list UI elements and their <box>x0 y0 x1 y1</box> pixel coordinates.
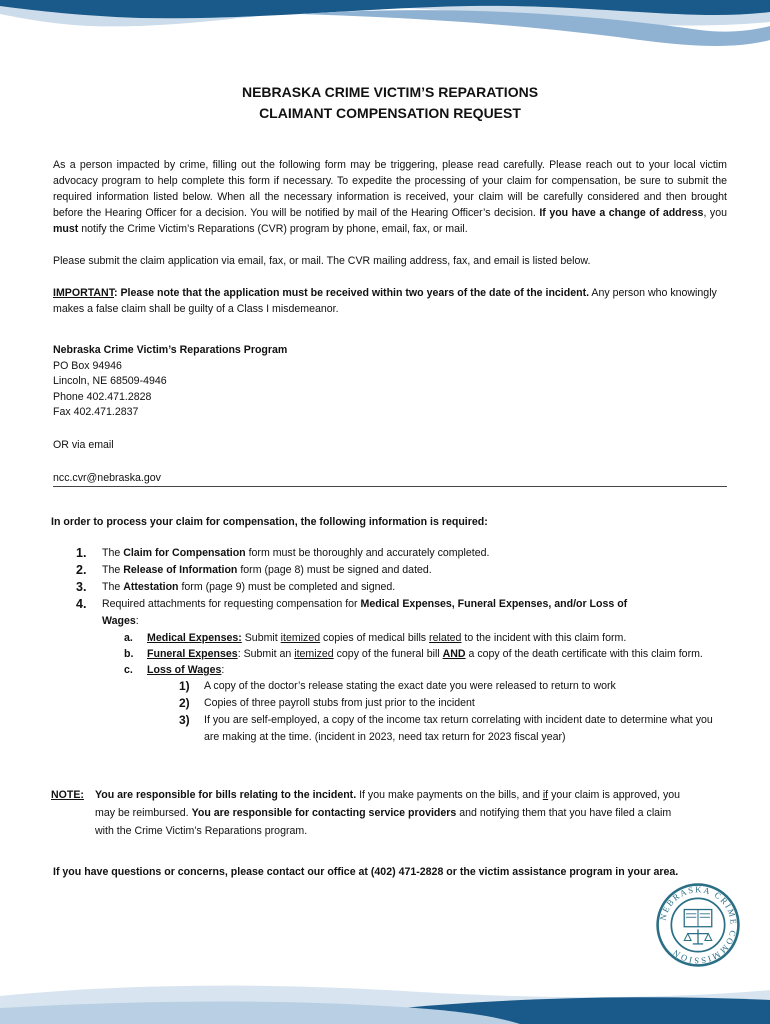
sub-underline: itemized <box>294 648 334 660</box>
note-text: and notifying them that you have filed a claim with the Crime Victim’s Reparations program. <box>95 807 672 837</box>
important-bold-text: Please note that the application must be received within two years of the date of the incident. <box>117 287 590 299</box>
note-bold: You are responsible for bills relating to the incident. <box>95 789 357 801</box>
item-text: The <box>102 547 124 559</box>
requirement-item-4 <box>76 596 716 630</box>
footer-wave-graphic <box>0 964 770 1024</box>
sub-text: to the incident with this claim form. <box>461 632 627 644</box>
wage-text: Copies of three payroll stubs from just prior to the incident <box>204 697 475 709</box>
wage-doc-1 <box>179 678 716 695</box>
sub-label: Funeral Expenses <box>147 648 238 660</box>
questions-contact: If you have questions or concerns, please contact our office at (402) 471-2828 or the victim assistance program in your area. <box>53 866 679 878</box>
po-box: PO Box 94946 <box>53 359 122 372</box>
sub-letter: a. <box>124 632 133 644</box>
item-text: form must be thoroughly and accurately completed. <box>245 547 490 559</box>
item-text: The <box>102 564 124 576</box>
sub-letter: c. <box>124 664 133 676</box>
email-address: ncc.cvr@nebraska.gov <box>53 472 161 484</box>
wage-doc-3 <box>179 712 716 746</box>
item-bold: Attestation <box>123 581 179 593</box>
sub-label: Medical Expenses: <box>147 632 242 644</box>
sub-text: copies of medical bills <box>320 632 430 644</box>
item-text: form (page 8) must be signed and dated. <box>237 564 432 576</box>
requirements-list <box>76 545 716 746</box>
horizontal-divider <box>53 486 727 487</box>
note-text: If you make payments on the bills, and <box>356 789 543 801</box>
submit-instructions: Please submit the claim application via email, fax, or mail. The CVR mailing address, fax, and email is listed below. <box>53 255 591 267</box>
item-text: Required attachments for requesting compensation for <box>102 598 361 610</box>
mailing-address-block <box>53 343 287 421</box>
important-label: IMPORTANT <box>53 287 115 299</box>
sub-text: : <box>221 664 225 676</box>
sub-item-wages <box>124 662 716 678</box>
sub-text: Submit <box>241 632 281 644</box>
item-text: form (page 9) must be completed and signed. <box>178 581 396 593</box>
address-change-mid: , you <box>703 207 727 219</box>
wage-number: 2) <box>179 696 190 710</box>
item-number: 2. <box>76 563 87 577</box>
important-rest: Any person who knowingly makes a false claim shall be guilty of a Class I misdemeanor. <box>53 287 717 315</box>
wage-text: If you are self-employed, a copy of the income tax return correlating with incident date to determine what you are making at the time. (incident in 2023, need tax return for 2023 fiscal year) <box>204 714 713 743</box>
wage-number: 3) <box>179 713 190 727</box>
intro-text: As a person impacted by crime, filling out the following form may be triggering, please read carefully. Please reach out to your local victim advocacy program to help complete this form if necessary. To expedite the processing of your claim for compensation, be sure to submit the required information listed below. When all the necessary information is received, your claim will be carefully considered and then brought before the Hearing Officer for a decision. You will be notified by mail of the Hearing Officer’s decision. <box>53 159 727 219</box>
address-change-rest: notify the Crime Victim’s Reparations (CVR) program by phone, email, fax, or mail. <box>78 223 468 235</box>
item-number: 1. <box>76 546 87 560</box>
note-block <box>51 786 691 840</box>
item-number: 3. <box>76 580 87 594</box>
document-title-line2: CLAIMANT COMPENSATION REQUEST <box>259 105 521 121</box>
important-colon: : <box>114 287 118 299</box>
sub-letter: b. <box>124 648 134 660</box>
svg-text:NEBRASKA CRIME COMMISSION: NEBRASKA CRIME COMMISSION <box>657 884 739 966</box>
address-change-bold: If you have a change of address <box>539 207 704 219</box>
sub-underline: related <box>429 632 462 644</box>
requirement-item-1 <box>76 545 716 562</box>
document-title-line1: NEBRASKA CRIME VICTIM’S REPARATIONS <box>241 84 539 100</box>
sub-text: copy of the funeral bill <box>333 648 443 660</box>
item-bold: Medical Expenses, Funeral Expenses, and/or Loss of <box>360 598 628 610</box>
intro-paragraph <box>53 157 727 237</box>
sub-underline: itemized <box>280 632 321 644</box>
header-wave-graphic <box>0 0 770 60</box>
item-bold: Wages <box>102 615 136 627</box>
note-bold: You are responsible for contacting service providers <box>191 807 457 819</box>
city-line: Lincoln, NE 68509-4946 <box>53 375 167 388</box>
requirement-item-3 <box>76 579 716 596</box>
note-text: your claim is approved, you may be reimbursed. <box>95 789 681 819</box>
note-underline: if <box>542 789 549 801</box>
note-label: NOTE: <box>51 789 84 801</box>
sub-item-funeral <box>124 646 716 662</box>
wage-text: A copy of the doctor’s release stating the exact date you were released to return to work <box>204 680 616 692</box>
sub-label: Loss of Wages <box>147 664 222 676</box>
sub-text: a copy of the death certificate with this claim form. <box>465 648 703 660</box>
or-via-email: OR via email <box>53 439 114 451</box>
item-text: The <box>102 581 124 593</box>
sub-text: : Submit an <box>237 648 295 660</box>
wage-doc-2 <box>179 695 716 712</box>
item-bold: Claim for Compensation <box>123 547 246 559</box>
crime-commission-seal-logo <box>655 882 741 968</box>
sub-item-medical <box>124 630 716 646</box>
address-change-must: must <box>53 223 79 235</box>
requirements-heading: In order to process your claim for compensation, the following information is required: <box>51 516 488 528</box>
program-name: Nebraska Crime Victim’s Reparations Program <box>53 344 288 356</box>
item-number: 4. <box>76 597 87 611</box>
phone-line: Phone 402.471.2828 <box>53 390 152 403</box>
fax-line: Fax 402.471.2837 <box>53 406 139 419</box>
important-notice <box>53 285 727 317</box>
sub-and: AND <box>442 648 466 660</box>
item-text: : <box>135 615 139 627</box>
item-bold: Release of Information <box>123 564 238 576</box>
wage-number: 1) <box>179 679 190 693</box>
requirement-item-2 <box>76 562 716 579</box>
